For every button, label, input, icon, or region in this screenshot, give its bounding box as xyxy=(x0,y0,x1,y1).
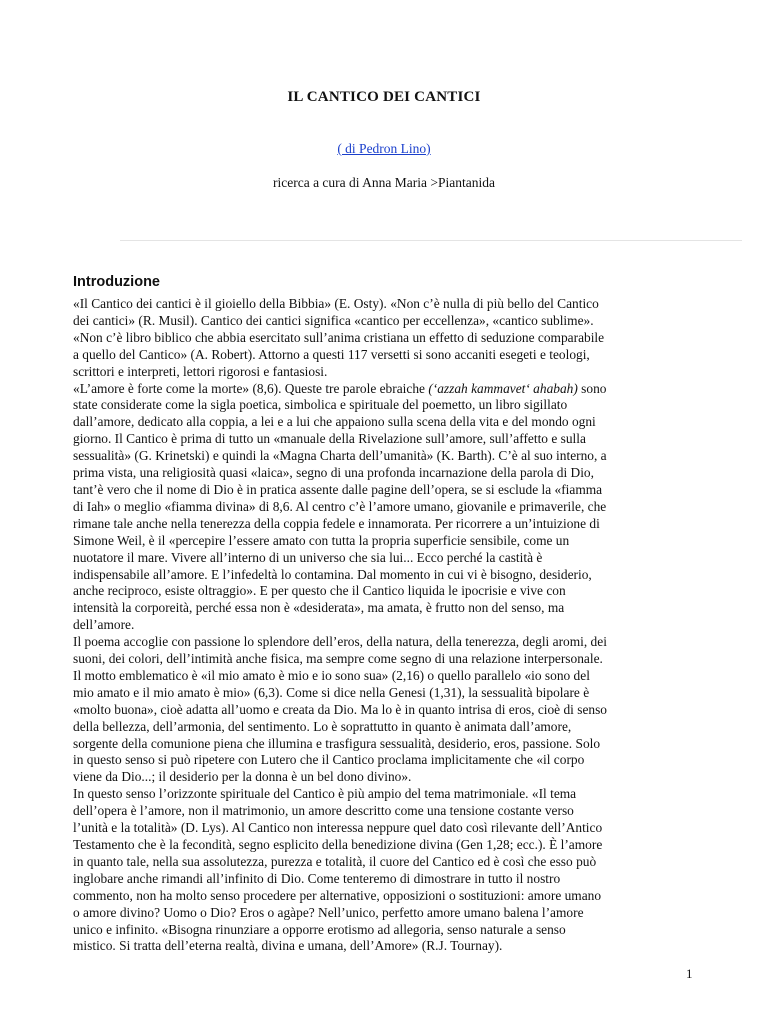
text-line: unico e infinito. «Bisogna rinunziare a opporre erotismo ad allegoria, senso naturale a senso xyxy=(73,921,566,937)
section-heading: Introduzione xyxy=(73,274,160,290)
page-number: 1 xyxy=(686,966,693,981)
text-line: scrittori e interpreti, lettori rigorosi e fantasiosi. xyxy=(73,363,328,379)
body-text xyxy=(73,296,695,955)
divider xyxy=(120,240,742,241)
text-line: «L’amore è forte come la morte» (8,6). Queste tre parole ebraiche (‘azzah kammavet‘ ahabah) sono xyxy=(73,380,607,396)
text-line: indispensabile all’amore. E l’infedeltà lo contamina. Dal momento in cui vi è bisogno, desiderio, xyxy=(73,566,592,582)
text-line: Testamento che è la fecondità, segno esplicito della benedizione divina (Gen 1,28; ecc.). È l’amore xyxy=(73,837,603,852)
text-line: In questo senso l’orizzonte spirituale del Cantico è più ampio del tema matrimoniale. «Il tema xyxy=(73,786,577,802)
text-line: commento, non ha molto senso procedere per alternative, opposizioni o sostituzioni: amore umano xyxy=(73,887,602,903)
text-line: «Non c’è libro biblico che abbia esercitato sull’anima cristiana un effetto di seduzione comparabile xyxy=(73,329,605,345)
text-line: Simone Weil, è il «percepire l’essere amato con tutta la propria superficie sensibile, come un xyxy=(73,532,570,548)
text-line: suoni, dei colori, dell’intimità anche fisica, ma sempre come segno di una relazione interpersonale. xyxy=(73,651,603,667)
text-line: «Il Cantico dei cantici è il gioiello della Bibbia» (E. Osty). «Non c’è nulla di più bello del Cantico xyxy=(73,296,599,311)
hebrew-phrase: (‘azzah kammavet‘ ahabah) xyxy=(428,380,578,396)
text-line: sessualità» (G. Krinetski) e quindi la «Magna Charta dell’umanità» (K. Barth). C’è al suo interno, a xyxy=(73,448,607,464)
text-line: viene da Dio...; il desiderio per la donna è un bel dono divino». xyxy=(73,769,412,785)
page-title: IL CANTICO DEI CANTICI xyxy=(287,89,481,105)
text-line: mio amato e il mio amato è mio» (6,3). Come si dice nella Genesi (1,31), la sessualità bipolare è xyxy=(73,684,590,700)
text-line: l’unità e la totalità» (D. Lys). Al Cantico non interessa neppure quel dato così rilevante dell’Antico xyxy=(73,820,603,836)
text-line: prima vista, una religiosità quasi «laica», segno di una profonda incarnazione della parola di Dio, xyxy=(73,465,594,481)
text-line: dell’amore. xyxy=(73,617,135,633)
author-link[interactable]: ( di Pedron Lino) xyxy=(337,141,431,156)
text-line: inglobare anche rimandi all’infinito di Dio. Come tenteremo di dimostrare in tutto il nostro xyxy=(73,870,561,886)
text-line: dall’amore, dedicato alla coppia, a lei e a lui che appaiono sulla scena della vita e del mondo ogni xyxy=(73,414,596,430)
text-line: a quello del Cantico» (A. Robert). Attorno a questi 117 versetti si sono accaniti esegeti e teologi, xyxy=(73,346,590,362)
text-line: state considerate come la sigla poetica, simbolica e spirituale del poemetto, un libro sigillato xyxy=(73,397,568,413)
text-line: Il motto emblematico è «il mio amato è mio e io sono sua» (2,16) o quello parallelo «io sono del xyxy=(73,667,590,683)
subtitle: ricerca a cura di Anna Maria >Piantanida xyxy=(272,175,495,190)
text-line: rimane tale anche nella tenerezza della coppia fedele e innamorata. Per ricorrere a un’intuizione di xyxy=(73,515,600,531)
text-line: intensità la corporeità, perché essa non è «desiderata», ma amata, è frutto non del senso, ma xyxy=(73,600,565,616)
text-line: «molto buona», cioè adatta all’uomo e creata da Dio. Ma lo è in quanto intrisa di eros, cioè di senso xyxy=(73,701,607,717)
text-line: di Iah» o meglio «fiamma divina» di 8,6. Al centro c’è l’amore umano, giovanile e primaverile, che xyxy=(73,498,607,514)
text-line: anche reciproco, esiste oltraggio». E per questo che il Cantico liquida le ipocrisie e vive con xyxy=(73,583,566,599)
text-line: della bellezza, dell’armonia, del sentimento. Lo è soprattutto in quanto è animata dall’amore, xyxy=(73,718,572,734)
author-line xyxy=(0,141,768,157)
text-line: dei cantici» (R. Musil). Cantico dei cantici significa «cantico per eccellenza», «cantico sublime». xyxy=(73,312,594,328)
text-line: giorno. Il Cantico è prima di tutto un «manuale della Rivelazione sull’amore, sull’affetto e sulla xyxy=(73,431,586,447)
text-line: Il poema accoglie con passione lo splendore dell’eros, della natura, della tenerezza, degli aromi, dei xyxy=(73,634,607,650)
text-line: mistico. Si tratta dell’eterna realtà, divina e umana, dell’Amore» (R.J. Tournay). xyxy=(73,938,503,954)
text-line: in quanto tale, nella sua assolutezza, purezza e totalità, il cuore del Cantico ed è così che esso può xyxy=(73,853,597,869)
text-line: sorgente della comunione piena che illumina e trasfigura sessualità, desiderio, eros, passione. Solo xyxy=(73,735,601,751)
text-line: o amore divino? Uomo o Dio? Eros o agàpe? Nell’unico, perfetto amore umano balena l’amore xyxy=(73,904,584,920)
text-line: tant’è vero che il nome di Dio è in pratica assente dalle pagine dell’opera, se si esclude la «fiamma xyxy=(73,481,603,497)
text-line: nuotatore il mare. Vivere all’interno di un universo che sia lui... Ecco perché la castità è xyxy=(73,549,543,565)
text-line: in questo senso si può ripetere con Lutero che il Cantico proclama implicitamente che «il corpo xyxy=(73,752,585,768)
text-line: dell’opera è l’amore, non il matrimonio, un amore descritto come una tensione costante verso xyxy=(73,803,574,819)
